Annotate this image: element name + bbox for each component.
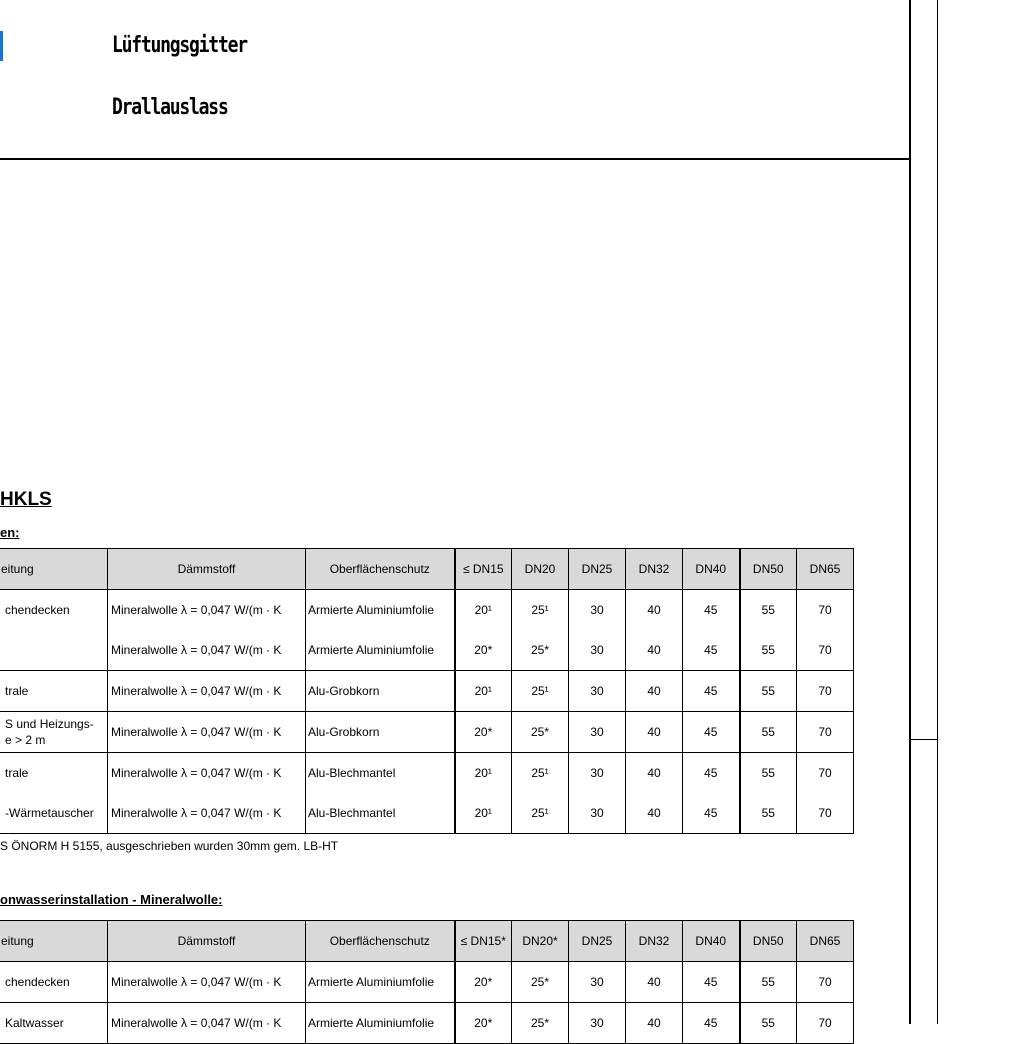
cell-value: 20¹	[455, 590, 512, 631]
cell-daemmstoff: Mineralwolle λ = 0,047 W/(m · K	[108, 590, 306, 631]
table-row	[0, 630, 854, 671]
cell-value: 45	[683, 630, 740, 671]
cell-value: 40	[626, 1003, 683, 1044]
cell-value: 30	[569, 753, 626, 794]
cell-leitung: trale	[0, 753, 108, 794]
cell-value: 55	[740, 753, 797, 794]
section-subtitle-2: onwasserinstallation - Mineralwolle:	[0, 892, 223, 907]
table-row	[0, 671, 854, 712]
cell-value: 20*	[455, 962, 512, 1003]
col-header: Oberflächenschutz	[306, 921, 455, 962]
cell-oberflaechenschutz: Armierte Aluminiumfolie	[306, 1003, 455, 1044]
cell-value: 45	[683, 671, 740, 712]
section-title: HKLS	[0, 489, 52, 510]
cell-daemmstoff: Mineralwolle λ = 0,047 W/(m · K	[108, 671, 306, 712]
cell-value: 45	[683, 753, 740, 794]
cell-value: 20¹	[455, 753, 512, 794]
cell-value: 40	[626, 630, 683, 671]
cell-oberflaechenschutz: Armierte Aluminiumfolie	[306, 962, 455, 1003]
cell-value: 40	[626, 793, 683, 834]
cell-value: 70	[797, 793, 854, 834]
footnote: S ÖNORM H 5155, ausgeschrieben wurden 30mm gem. LB-HT	[0, 839, 339, 853]
cell-oberflaechenschutz: Alu-Blechmantel	[306, 753, 455, 794]
cell-value: 55	[740, 962, 797, 1003]
section-subtitle-1: en:	[0, 525, 20, 540]
insulation-table-2	[0, 920, 854, 1044]
cell-leitung	[0, 630, 108, 671]
cell-value: 40	[626, 753, 683, 794]
cell-value: 70	[797, 590, 854, 631]
col-header: ≤ DN15*	[455, 921, 512, 962]
cell-value: 25¹	[512, 753, 569, 794]
cell-value: 55	[740, 1003, 797, 1044]
cell-value: 25*	[512, 712, 569, 753]
cell-value: 45	[683, 712, 740, 753]
cell-value: 40	[626, 671, 683, 712]
cell-value: 30	[569, 793, 626, 834]
cell-value: 45	[683, 793, 740, 834]
blue-margin-marker	[0, 31, 3, 61]
col-header: DN25	[569, 921, 626, 962]
cell-daemmstoff: Mineralwolle λ = 0,047 W/(m · K	[108, 630, 306, 671]
cell-value: 55	[740, 712, 797, 753]
col-header: DN32	[626, 921, 683, 962]
cell-value: 30	[569, 1003, 626, 1044]
col-header: eitung	[0, 921, 108, 962]
cell-daemmstoff: Mineralwolle λ = 0,047 W/(m · K	[108, 1003, 306, 1044]
cell-daemmstoff: Mineralwolle λ = 0,047 W/(m · K	[108, 793, 306, 834]
table-header-row	[0, 921, 854, 962]
col-header: DN20*	[512, 921, 569, 962]
cell-leitung: chendecken	[0, 962, 108, 1003]
cell-value: 70	[797, 1003, 854, 1044]
page-subtitle: Drallauslass	[112, 95, 228, 120]
cell-value: 25*	[512, 1003, 569, 1044]
cell-value: 70	[797, 753, 854, 794]
cell-value: 40	[626, 962, 683, 1003]
col-header: DN25	[569, 549, 626, 590]
table-row	[0, 1003, 854, 1044]
col-header: ≤ DN15	[455, 549, 512, 590]
cell-value: 55	[740, 671, 797, 712]
cell-value: 20*	[455, 1003, 512, 1044]
col-header: DN20	[512, 549, 569, 590]
cell-value: 20¹	[455, 793, 512, 834]
cell-value: 25¹	[512, 590, 569, 631]
cell-daemmstoff: Mineralwolle λ = 0,047 W/(m · K	[108, 712, 306, 753]
cell-oberflaechenschutz: Alu-Grobkorn	[306, 671, 455, 712]
col-header: DN32	[626, 549, 683, 590]
col-header: DN40	[683, 549, 740, 590]
cell-value: 20*	[455, 630, 512, 671]
cell-leitung: Kaltwasser	[0, 1003, 108, 1044]
table-header-row	[0, 549, 854, 590]
col-header: eitung	[0, 549, 108, 590]
cell-value: 45	[683, 962, 740, 1003]
page-title: Lüftungsgitter	[112, 33, 247, 58]
col-header: DN40	[683, 921, 740, 962]
cell-value: 30	[569, 712, 626, 753]
table-row	[0, 793, 854, 834]
cell-leitung: chendecken	[0, 590, 108, 631]
col-header: Dämmstoff	[108, 549, 306, 590]
cell-value: 25*	[512, 962, 569, 1003]
cell-value: 45	[683, 590, 740, 631]
header-divider	[0, 158, 911, 160]
cell-value: 25¹	[512, 671, 569, 712]
cell-oberflaechenschutz: Armierte Aluminiumfolie	[306, 590, 455, 631]
cell-daemmstoff: Mineralwolle λ = 0,047 W/(m · K	[108, 962, 306, 1003]
cell-value: 25¹	[512, 793, 569, 834]
cell-value: 40	[626, 712, 683, 753]
cell-value: 20¹	[455, 671, 512, 712]
page-edge-tick	[911, 739, 938, 740]
insulation-table-1	[0, 548, 854, 834]
col-header: DN50	[740, 921, 797, 962]
table-row	[0, 590, 854, 631]
cell-oberflaechenschutz: Alu-Grobkorn	[306, 712, 455, 753]
cell-value: 70	[797, 630, 854, 671]
cell-value: 30	[569, 590, 626, 631]
cell-leitung: -Wärmetauscher	[0, 793, 108, 834]
cell-value: 25*	[512, 630, 569, 671]
col-header: Dämmstoff	[108, 921, 306, 962]
cell-value: 30	[569, 671, 626, 712]
cell-leitung: S und Heizungs- e > 2 m	[0, 712, 108, 753]
cell-value: 55	[740, 793, 797, 834]
cell-value: 20*	[455, 712, 512, 753]
cell-value: 30	[569, 962, 626, 1003]
page-edge	[937, 0, 938, 1024]
cell-value: 55	[740, 630, 797, 671]
col-header: Oberflächenschutz	[306, 549, 455, 590]
table-row	[0, 753, 854, 794]
cell-value: 45	[683, 1003, 740, 1044]
cell-value: 70	[797, 712, 854, 753]
cell-daemmstoff: Mineralwolle λ = 0,047 W/(m · K	[108, 753, 306, 794]
cell-value: 55	[740, 590, 797, 631]
cell-value: 70	[797, 962, 854, 1003]
cell-value: 70	[797, 671, 854, 712]
table-row	[0, 712, 854, 753]
cell-oberflaechenschutz: Alu-Blechmantel	[306, 793, 455, 834]
col-header: DN65	[797, 921, 854, 962]
cell-leitung: trale	[0, 671, 108, 712]
table-row	[0, 962, 854, 1003]
cell-value: 40	[626, 590, 683, 631]
col-header: DN65	[797, 549, 854, 590]
cell-oberflaechenschutz: Armierte Aluminiumfolie	[306, 630, 455, 671]
cell-value: 30	[569, 630, 626, 671]
col-header: DN50	[740, 549, 797, 590]
frame-border	[909, 0, 911, 1024]
